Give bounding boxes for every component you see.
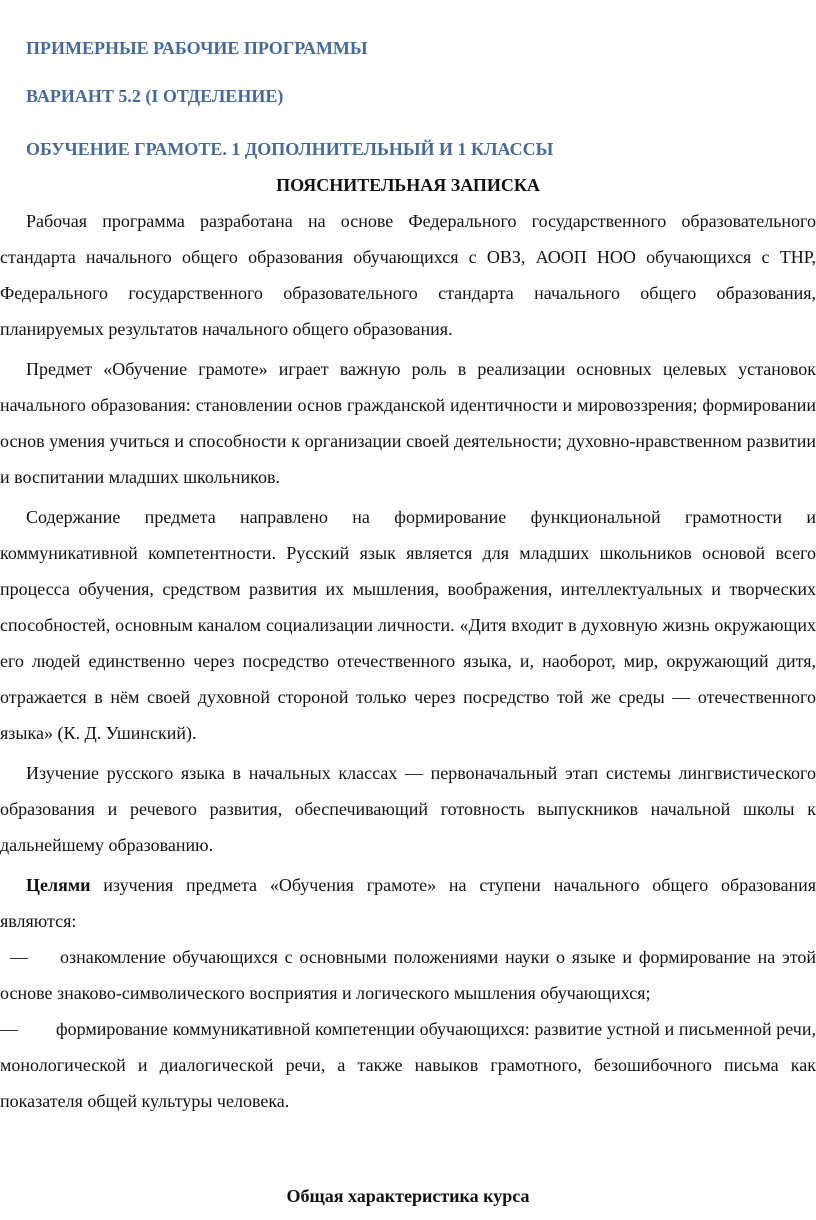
paragraph-goals-intro	[0, 867, 816, 939]
variant-title: ВАРИАНТ 5.2 (I ОТДЕЛЕНИЕ)	[26, 86, 284, 106]
paragraph-basis: Рабочая программа разработана на основе Федерального государственного образовательного стандарта начального общего образования обучающихся с ОВЗ, АООП НОО обучающихся с ТНР, Федерального государственного образовательного стандарта начального общего образования, планируемых результатов начального общего образования.	[0, 211, 816, 339]
dash-marker: —	[0, 1019, 18, 1039]
goal-item	[0, 939, 816, 1011]
paragraph-subject-role: Предмет «Обучение грамоте» играет важную роль в реализации основных целевых установок начального образования: становлении основ гражданской идентичности и мировоззрения; формировании основ умения учиться и способности к организации своей деятельности; духовно-нравственном развитии и воспитании младших школьников.	[0, 359, 816, 487]
program-title: ПРИМЕРНЫЕ РАБОЧИЕ ПРОГРАММЫ	[26, 38, 368, 58]
dash-marker: —	[10, 947, 28, 967]
goal-item-text: ознакомление обучающихся с основными положениями науки о языке и формирование на этой основе знаково-символического восприятия и логического мышления обучающихся;	[0, 947, 816, 1003]
goal-item	[0, 1011, 816, 1119]
subject-title: ОБУЧЕНИЕ ГРАМОТЕ. 1 ДОПОЛНИТЕЛЬНЫЙ И 1 КЛАССЫ	[26, 139, 554, 159]
course-characteristics-title: Общая характеристика курса	[286, 1186, 530, 1206]
paragraph-content: Содержание предмета направлено на формирование функциональной грамотности и коммуникативной компетентности. Русский язык является для младших школьников основой всего процесса обучения, средством развития их мышления, воображения, интеллектуальных и творческих способностей, основным каналом социализации личности. «Дитя входит в духовную жизнь окружающих его людей единственно через посредство отечественного языка, и, наоборот, мир, окружающий дитя, отражается в нём своей духовной стороной только через посредство той же среды — отечественного языка» (К. Д. Ушинский).	[0, 507, 816, 743]
goal-item-text: формирование коммуникативной компетенции обучающихся: развитие устной и письменной речи, монологической и диалогической речи, а также навыков грамотного, безошибочного письма как показателя общей культуры человека.	[0, 1019, 816, 1111]
goals-intro-text: изучения предмета «Обучения грамоте» на ступени начального общего образования являются:	[0, 875, 816, 931]
goals-bold-word: Целями	[26, 875, 91, 895]
explanatory-note-title: ПОЯСНИТЕЛЬНАЯ ЗАПИСКА	[276, 175, 540, 195]
document-body	[0, 203, 816, 1119]
paragraph-study: Изучение русского языка в начальных классах — первоначальный этап системы лингвистического образования и речевого развития, обеспечивающий готовность выпускников начальной школы к дальнейшему образованию.	[0, 763, 816, 855]
